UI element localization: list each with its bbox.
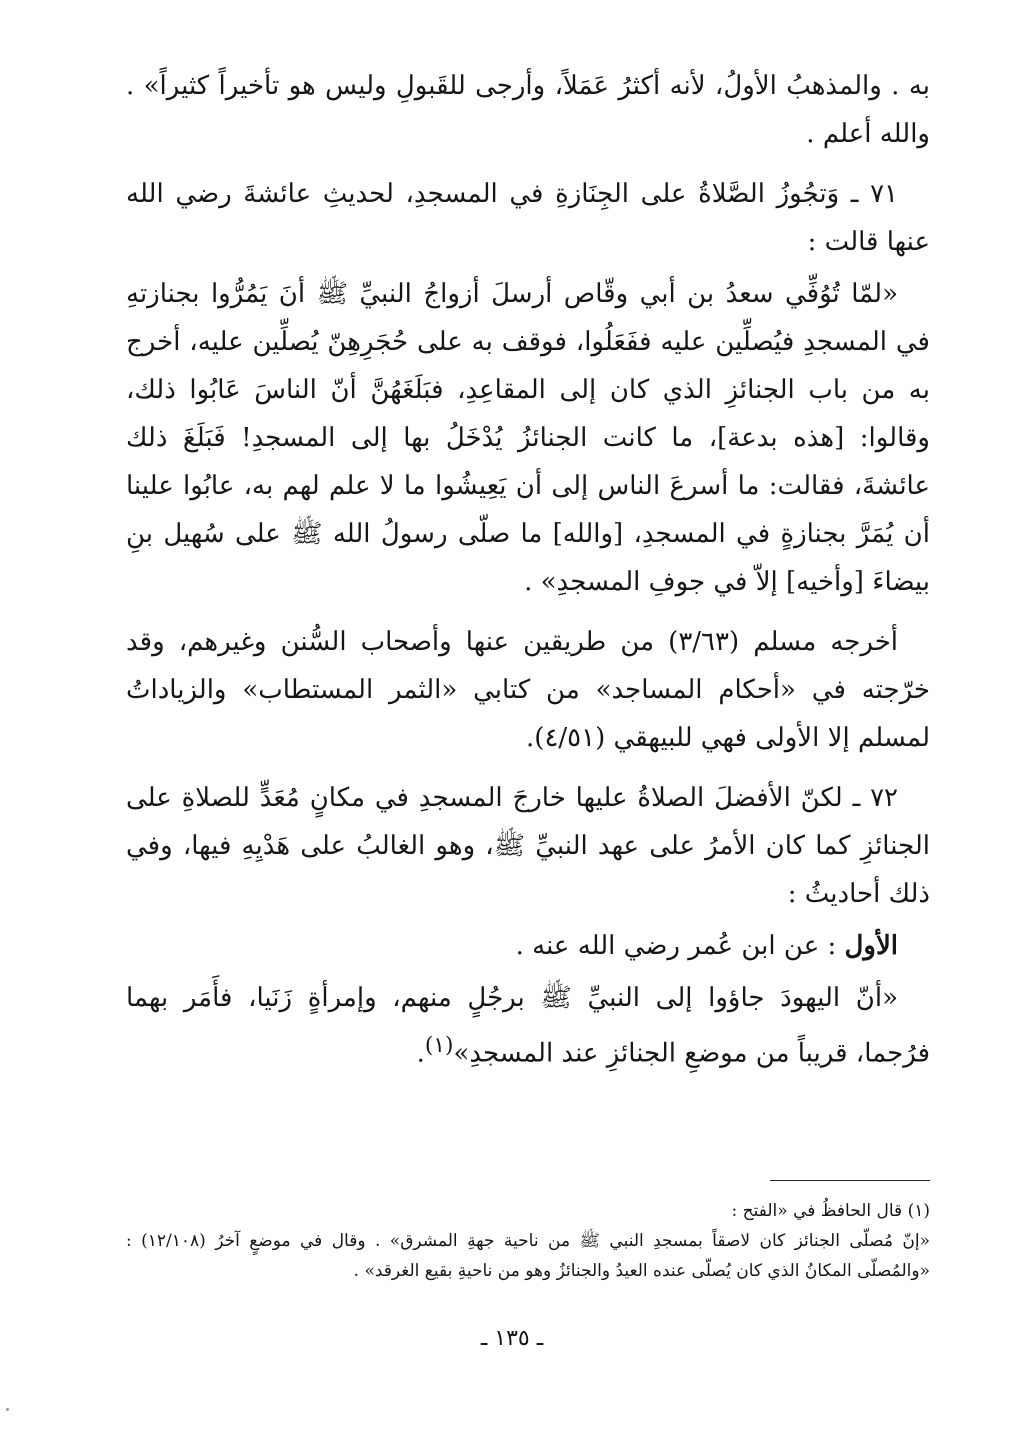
first-hadith-label: الأول (844, 931, 898, 961)
hadith-aisha (126, 270, 930, 606)
hadith-ibn-umar: «أنّ اليهودَ جاؤوا إلى النبيِّ ﷺ برجُلٍ منهم، وإمرأةٍ زَنَيا، فأَمَر بهما فرُجما، قريباً من موضعِ الجنائزِ عند المسجدِ»$^{(١)}$. (126, 983, 930, 1069)
book-page-body (126, 62, 930, 1090)
paragraph-item-72-text: ٧٢ ـ لكنّ الأفضلَ الصلاةُ عليها خارجَ المسجدِ في مكانٍ مُعَدٍّ للصلاةِ على الجنائزِ كما كان الأمرُ على عهد النبيِّ ﷺ، وهو الغالبُ على هَدْيِهِ فيها، وفي ذلك أحاديثُ : (126, 783, 930, 909)
hadith-aisha-text: «لمّا تُوُفِّي سعدُ بن أبي وقّاص أرسلَ أزواجُ النبيِّ ﷺ أنَ يَمُرُّوا بجنازتهِ في المسجدِ فيُصلِّين عليه ففَعَلُوا، فوقف به على حُجَرِهِنّ يُصلِّين عليه، أخرج به من باب الجنائزِ الذي كان إلى المقاعِدِ، فبَلَغَهُنَّ أنّ الناسَ عَابُوا ذلك، وقالوا: [هذه بدعة]، ما كانت الجنائزُ يُدْخَلُ بها إلى المسجدِ! فَبَلَغَ ذلك عائشةَ، فقالت: ما أسرعَ الناس إلى أن يَعِيشُوا ما لا علم لهم به، عابُوا علينا أن يُمَرَّ بجنازةٍ في المسجدِ، [والله] ما صلّى رسولُ الله ﷺ على سُهيل بنِ بيضاءَ [وأخيه] إلاّ في جوفِ المسجدِ» . (126, 279, 930, 597)
scan-speck (6, 1408, 9, 1411)
footnote-ref-1: (١) (424, 1033, 454, 1058)
footnotes-block (126, 1196, 930, 1286)
paragraph-item-72 (126, 774, 930, 918)
hadith-ibn-umar-text: «أنّ اليهودَ جاؤوا إلى النبيِّ ﷺ برجُلٍ منهم، وإمرأةٍ زَنَيا، فأَمَر بهما فرُجما، قريباً من موضعِ الجنائزِ عند المسجدِ» (126, 983, 930, 1069)
paragraph-intro-text: به . والمذهبُ الأولُ، لأنه أكثرُ عَمَلاً، وأرجى للقَبولِ وليس هو تأخيراً كثيراً» . والله أعلم . (126, 71, 930, 149)
takhrij-paragraph (126, 618, 930, 762)
takhrij-text: أخرجه مسلم (٣/٦٣) من طريقين عنها وأصحاب السُّنن وغيرهم، وقد خرّجته في «أحكام المساجد» من كتابي «الثمر المستطاب» والزياداتُ لمسلم إلا الأولى فهي للبيهقي (٤/٥١). (126, 627, 930, 753)
first-hadith-intro: : عن ابن عُمر رضي الله عنه . (515, 931, 837, 961)
paragraph-item-71 (126, 170, 930, 266)
page-number: ـ ١٣٥ ـ (480, 1326, 544, 1351)
paragraph-item-71-text: ٧١ ـ وَتجُوزُ الصَّلاةُ على الجِنَازةِ في المسجدِ، لحديثِ عائشةَ رضي الله عنها قالت : (126, 179, 930, 257)
footnote-separator (770, 1180, 930, 1181)
footnote-line-1: (١) قال الحافظُ في «الفتح : (731, 1201, 930, 1221)
footnote-line-2: «إنّ مُصلّى الجنائز كان لاصقاً بمسجدِ النبي ﷺ من ناحية جهةِ المشرق» . وقال في موضعٍ آخرُ (١٢/١٠٨) : «والمُصلّى المكانُ الذي كان يُصلّى عنده العيدُ والجنائزُ وهو من ناحيةِ بقيع الغرقد» . (126, 1231, 931, 1281)
first-hadith-heading (126, 922, 930, 970)
paragraph-intro (126, 62, 930, 158)
